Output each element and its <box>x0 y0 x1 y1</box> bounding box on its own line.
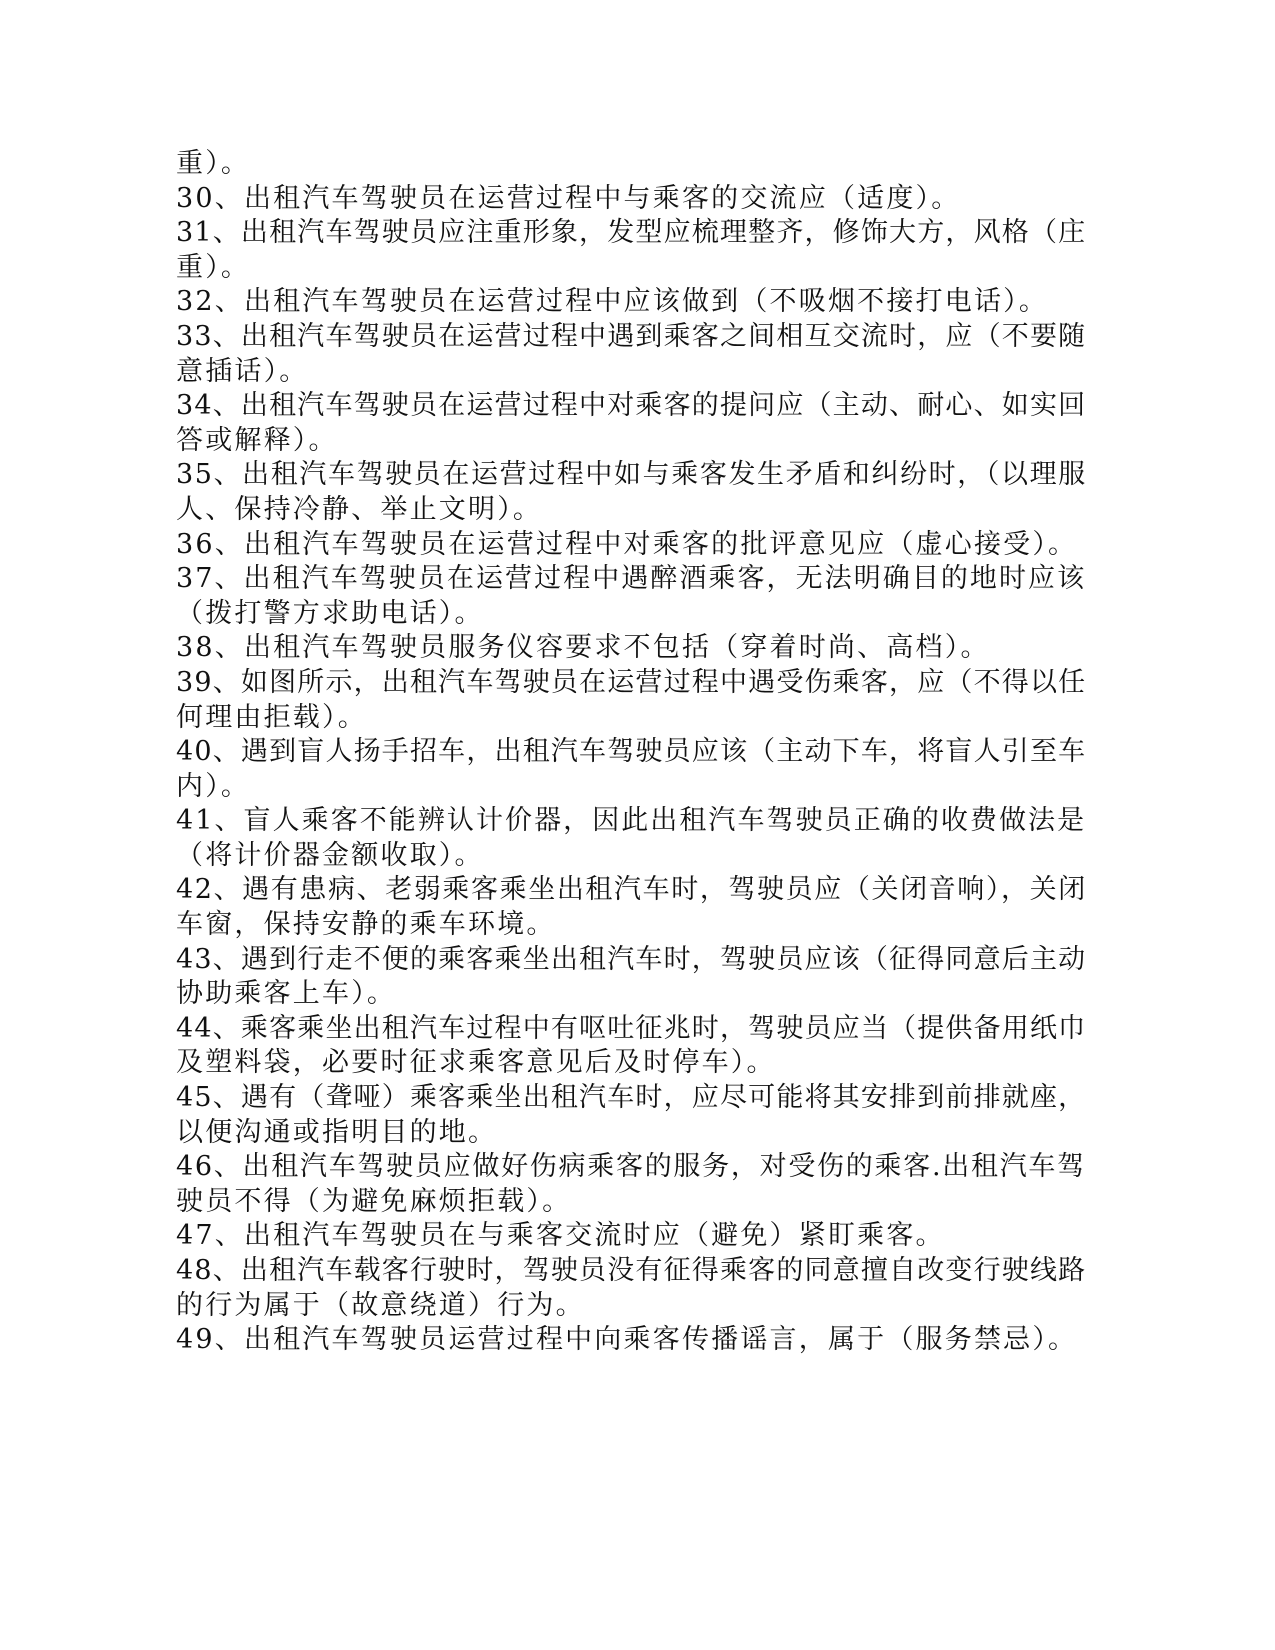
text-line: 40、遇到盲人扬手招车，出租汽车驾驶员应该（主动下车，将盲人引至车 <box>176 736 1087 768</box>
text-line: 重）。 <box>176 251 251 283</box>
text-line: 车窗，保持安静的乘车环境。 <box>176 909 556 941</box>
text-line: 33、出租汽车驾驶员在运营过程中遇到乘客之间相互交流时，应（不要随 <box>176 320 1087 352</box>
document-body <box>176 147 1088 1358</box>
text-line: 内）。 <box>176 770 251 802</box>
text-line: 39、如图所示，出租汽车驾驶员在运营过程中遇受伤乘客，应（不得以任 <box>176 666 1087 698</box>
text-line: （拨打警方求助电话）。 <box>176 597 484 629</box>
text-line: 34、出租汽车驾驶员在运营过程中对乘客的提问应（主动、耐心、如实回 <box>176 390 1087 422</box>
text-line: 的行为属于（故意绕道）行为。 <box>176 1289 585 1321</box>
text-line: 人、保持冷静、举止文明）。 <box>176 493 543 525</box>
text-line: 驶员不得（为避免麻烦拒载）。 <box>176 1185 572 1217</box>
text-line: 38、出租汽车驾驶员服务仪容要求不包括（穿着时尚、高档）。 <box>176 632 990 664</box>
text-line: 答或解释）。 <box>176 424 338 456</box>
text-line: 37、出租汽车驾驶员在运营过程中遇醉酒乘客，无法明确目的地时应该 <box>176 563 1087 595</box>
text-line: 45、遇有（聋哑）乘客乘坐出租汽车时，应尽可能将其安排到前排就座， <box>176 1082 1087 1114</box>
text-line: （将计价器金额收取）。 <box>176 839 484 871</box>
text-line: 44、乘客乘坐出租汽车过程中有呕吐征兆时，驾驶员应当（提供备用纸巾 <box>176 1012 1087 1044</box>
text-line: 30、出租汽车驾驶员在运营过程中与乘客的交流应（适度）。 <box>176 182 961 214</box>
text-line: 32、出租汽车驾驶员在运营过程中应该做到（不吸烟不接打电话）。 <box>176 286 1049 318</box>
text-line: 36、出租汽车驾驶员在运营过程中对乘客的批评意见应（虚心接受）。 <box>176 528 1078 560</box>
text-line: 49、出租汽车驾驶员运营过程中向乘客传播谣言，属于（服务禁忌）。 <box>176 1324 1078 1356</box>
text-line: 意插话）。 <box>176 355 309 387</box>
text-line: 42、遇有患病、老弱乘客乘坐出租汽车时，驾驶员应（关闭音响），关闭 <box>176 874 1087 906</box>
text-line: 重）。 <box>176 148 251 179</box>
text-line: 31、出租汽车驾驶员应注重形象，发型应梳理整齐，修饰大方，风格（庄 <box>176 217 1087 249</box>
text-line: 35、出租汽车驾驶员在运营过程中如与乘客发生矛盾和纠纷时，（以理服 <box>176 459 1087 491</box>
text-line: 41、盲人乘客不能辨认计价器，因此出租汽车驾驶员正确的收费做法是 <box>176 805 1087 837</box>
text-line: 以便沟通或指明目的地。 <box>176 1116 498 1148</box>
text-line: 47、出租汽车驾驶员在与乘客交流时应（避免）紧盯乘客。 <box>176 1220 945 1252</box>
text-line: 协助乘客上车）。 <box>176 978 397 1010</box>
text-line: 43、遇到行走不便的乘客乘坐出租汽车时，驾驶员应该（征得同意后主动 <box>176 943 1087 975</box>
text-line: 何理由拒载）。 <box>176 701 367 733</box>
text-line: 48、出租汽车载客行驶时，驾驶员没有征得乘客的同意擅自改变行驶线路 <box>176 1255 1087 1286</box>
text-line: 46、出租汽车驾驶员应做好伤病乘客的服务，对受伤的乘客.出租汽车驾 <box>176 1151 1086 1183</box>
text-line: 及塑料袋，必要时征求乘客意见后及时停车）。 <box>176 1047 776 1079</box>
